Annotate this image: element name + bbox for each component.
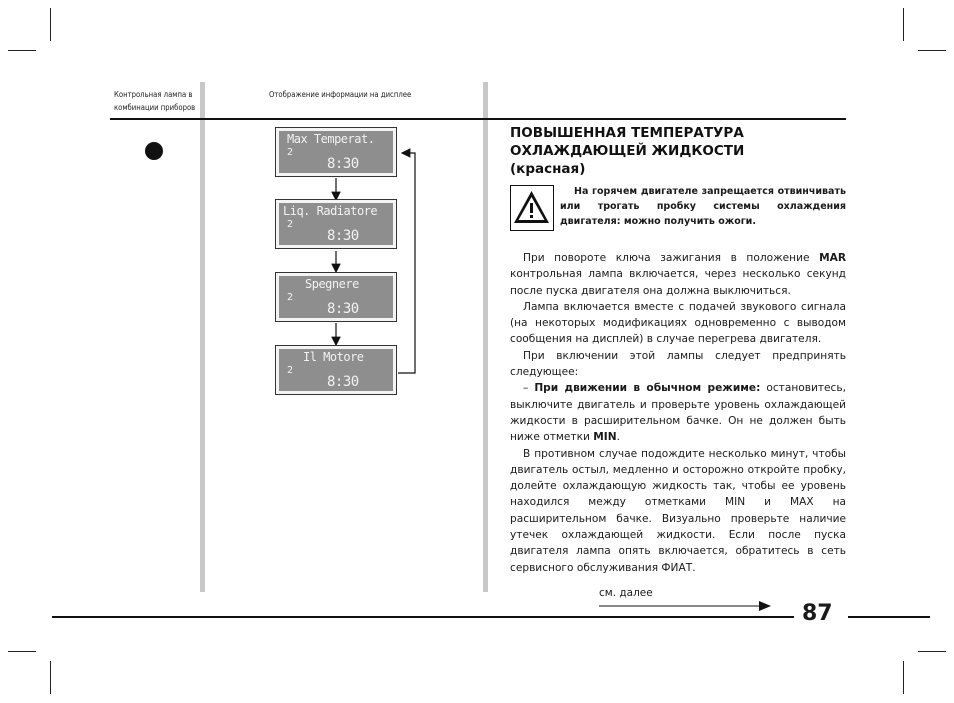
see-more-label: см. далее <box>599 587 653 599</box>
display-gear-2: 2 <box>287 219 294 230</box>
paragraph-3: При включении этой лампы следует предпринять следующее: <box>510 349 846 379</box>
display-time-1: 8:30 <box>327 156 359 172</box>
footer-rule-right <box>848 616 930 618</box>
see-more-arrow-icon <box>599 599 774 613</box>
column-header-display: Отображение информации на дисплее <box>269 90 412 99</box>
display-gear-4: 2 <box>287 365 294 376</box>
column-divider-right <box>483 82 488 592</box>
warning-box <box>510 185 554 231</box>
display-message-2: Liq. Radiatore <box>283 204 378 218</box>
page-number: 87 <box>802 601 833 626</box>
display-time-4: 8:30 <box>327 374 359 390</box>
section-title-line3: (красная) <box>510 161 586 177</box>
header-rule <box>110 118 846 120</box>
display-message-3: Spegnere <box>305 277 359 291</box>
body-text <box>510 250 846 576</box>
display-screen-4 <box>276 346 396 394</box>
display-message-1: Max Temperat. <box>287 132 375 146</box>
display-message-4: Il Motore <box>303 350 364 364</box>
display-screen-1 <box>276 128 396 176</box>
column-header-lamp <box>114 88 195 114</box>
section-title-line1: ПОВЫШЕННАЯ ТЕМПЕРАТУРА <box>510 125 744 141</box>
display-gear-1: 2 <box>287 147 294 158</box>
column-header-lamp-line2: комбинации приборов <box>114 103 196 112</box>
warning-text: На горячем двигателе запрещается отвинчивать или трогать пробку системы охлаждения двигателя: можно получить ожоги. <box>560 186 846 227</box>
paragraph-4: – При движении в обычном режиме: остановитесь, выключите двигатель и проверьте уровень охлаждающей жидкости в расширительном бачке. Он не должен быть ниже отметки MIN. <box>510 382 846 444</box>
column-divider-left <box>200 82 205 592</box>
display-screen-2 <box>276 200 396 248</box>
display-time-2: 8:30 <box>327 228 359 244</box>
section-title <box>510 124 744 178</box>
paragraph-1: При повороте ключа зажигания в положение MAR контрольная лампа включается, через несколько секунд после пуска двигателя она должна выключиться. <box>510 252 846 297</box>
section-title-line2: ОХЛАЖДАЮЩЕЙ ЖИДКОСТИ <box>510 143 745 159</box>
flow-loop-arrow <box>398 153 415 373</box>
display-time-3: 8:30 <box>327 301 359 317</box>
display-gear-3: 2 <box>287 292 294 303</box>
paragraph-5: В противном случае подождите несколько минут, чтобы двигатель остыл, медленно и осторожно откройте пробку, долейте охлаждающую жидкость так, чтобы ее уровень находился между отметками MIN и MAX на расширительном бачке. Визуально проверьте наличие утечек охлаждающей жидкости. Если после пуска двигателя лампа опять включается, обратитесь в сеть сервисного обслуживания ФИАТ. <box>510 447 846 574</box>
column-header-lamp-line1: Контрольная лампа в <box>114 90 193 99</box>
display-screen-3 <box>276 273 396 321</box>
paragraph-2: Лампа включается вместе с подачей звукового сигнала (на некоторых модификациях одновременно с выводом сообщения на дисплей) в случае перегрева двигателя. <box>510 300 846 346</box>
warning-lamp-icon <box>145 142 163 160</box>
footer-rule-left <box>52 616 794 618</box>
warning-triangle-icon <box>511 186 552 229</box>
